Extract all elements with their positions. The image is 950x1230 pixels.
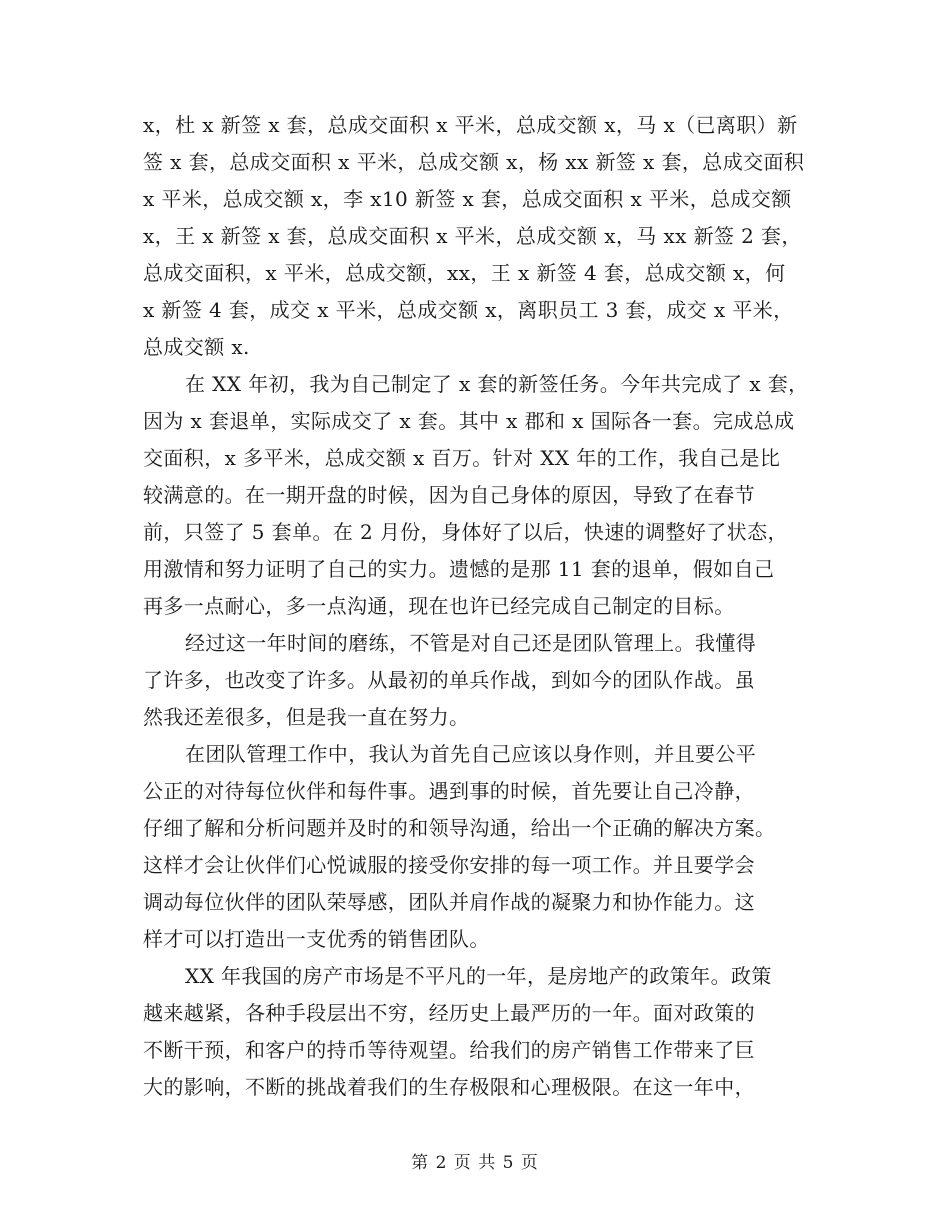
paragraph-first-line: XX 年我国的房产市场是不平凡的一年，是房地产的政策年。政策	[185, 964, 772, 988]
text-line: 大的影响，不断的挑战着我们的生存极限和心理极限。在这一年中，	[143, 1075, 755, 1099]
text-line: 因为 x 套退单，实际成交了 x 套。其中 x 郡和 x 国际各一套。完成总成	[143, 409, 795, 433]
text-line: x 平米，总成交额 x，李 x10 新签 x 套，总成交面积 x 平米，总成交额	[143, 187, 792, 211]
text-line: 公正的对待每位伙伴和每件事。遇到事的时候，首先要让自己冷静，	[143, 779, 755, 803]
text-line: 越来越紧，各种手段层出不穷，经历史上最严历的一年。面对政策的	[143, 1001, 755, 1025]
paragraph-first-line: 在 XX 年初，我为自己制定了 x 套的新签任务。今年共完成了 x 套，	[185, 372, 809, 396]
text-line: x，杜 x 新签 x 套，总成交面积 x 平米，总成交额 x，马 x（已离职）新	[143, 113, 798, 137]
text-line: 前，只签了 5 套单。在 2 月份，身体好了以后，快速的调整好了状态，	[143, 520, 788, 544]
text-line: 样才可以打造出一支优秀的销售团队。	[143, 927, 490, 951]
page-number-footer: 第 2 页 共 5 页	[411, 1153, 539, 1173]
text-line: 然我还差很多，但是我一直在努力。	[143, 705, 470, 729]
text-line: x，王 x 新签 x 套，总成交面积 x 平米，总成交额 x，马 xx 新签 2 套，	[143, 224, 802, 248]
paragraph-first-line: 在团队管理工作中，我认为首先自己应该以身作则，并且要公平	[185, 742, 757, 766]
text-line: 总成交额 x.	[143, 335, 250, 359]
text-line: 仔细了解和分析问题并及时的和领导沟通，给出一个正确的解决方案。	[143, 816, 776, 840]
text-line: 调动每位伙伴的团队荣辱感，团队并肩作战的凝聚力和协作能力。这	[143, 890, 755, 914]
text-line: 再多一点耐心，多一点沟通，现在也许已经完成自己制定的目标。	[143, 594, 735, 618]
text-line: 较满意的。在一期开盘的时候，因为自己身体的原因，导致了在春节	[143, 483, 755, 507]
text-line: x 新签 4 套，成交 x 平米，总成交额 x，离职员工 3 套，成交 x 平米，	[143, 298, 794, 322]
paragraph-first-line: 经过这一年时间的磨练，不管是对自己还是团队管理上。我懂得	[185, 631, 757, 655]
text-line: 签 x 套，总成交面积 x 平米，总成交额 x，杨 xx 新签 x 套，总成交面积	[143, 150, 805, 174]
text-line: 这样才会让伙伴们心悦诚服的接受你安排的每一项工作。并且要学会	[143, 853, 755, 877]
document-body	[143, 107, 811, 1106]
text-line: 交面积，x 多平米，总成交额 x 百万。针对 XX 年的工作，我自己是比	[143, 446, 781, 470]
text-line: 了许多，也改变了许多。从最初的单兵作战，到如今的团队作战。虽	[143, 668, 755, 692]
text-line: 不断干预，和客户的持币等待观望。给我们的房产销售工作带来了巨	[143, 1038, 755, 1062]
text-line: 总成交面积，x 平米，总成交额，xx，王 x 新签 4 套，总成交额 x，何	[143, 261, 786, 285]
text-line: 用激情和努力证明了自己的实力。遗憾的是那 11 套的退单，假如自己	[143, 557, 775, 581]
